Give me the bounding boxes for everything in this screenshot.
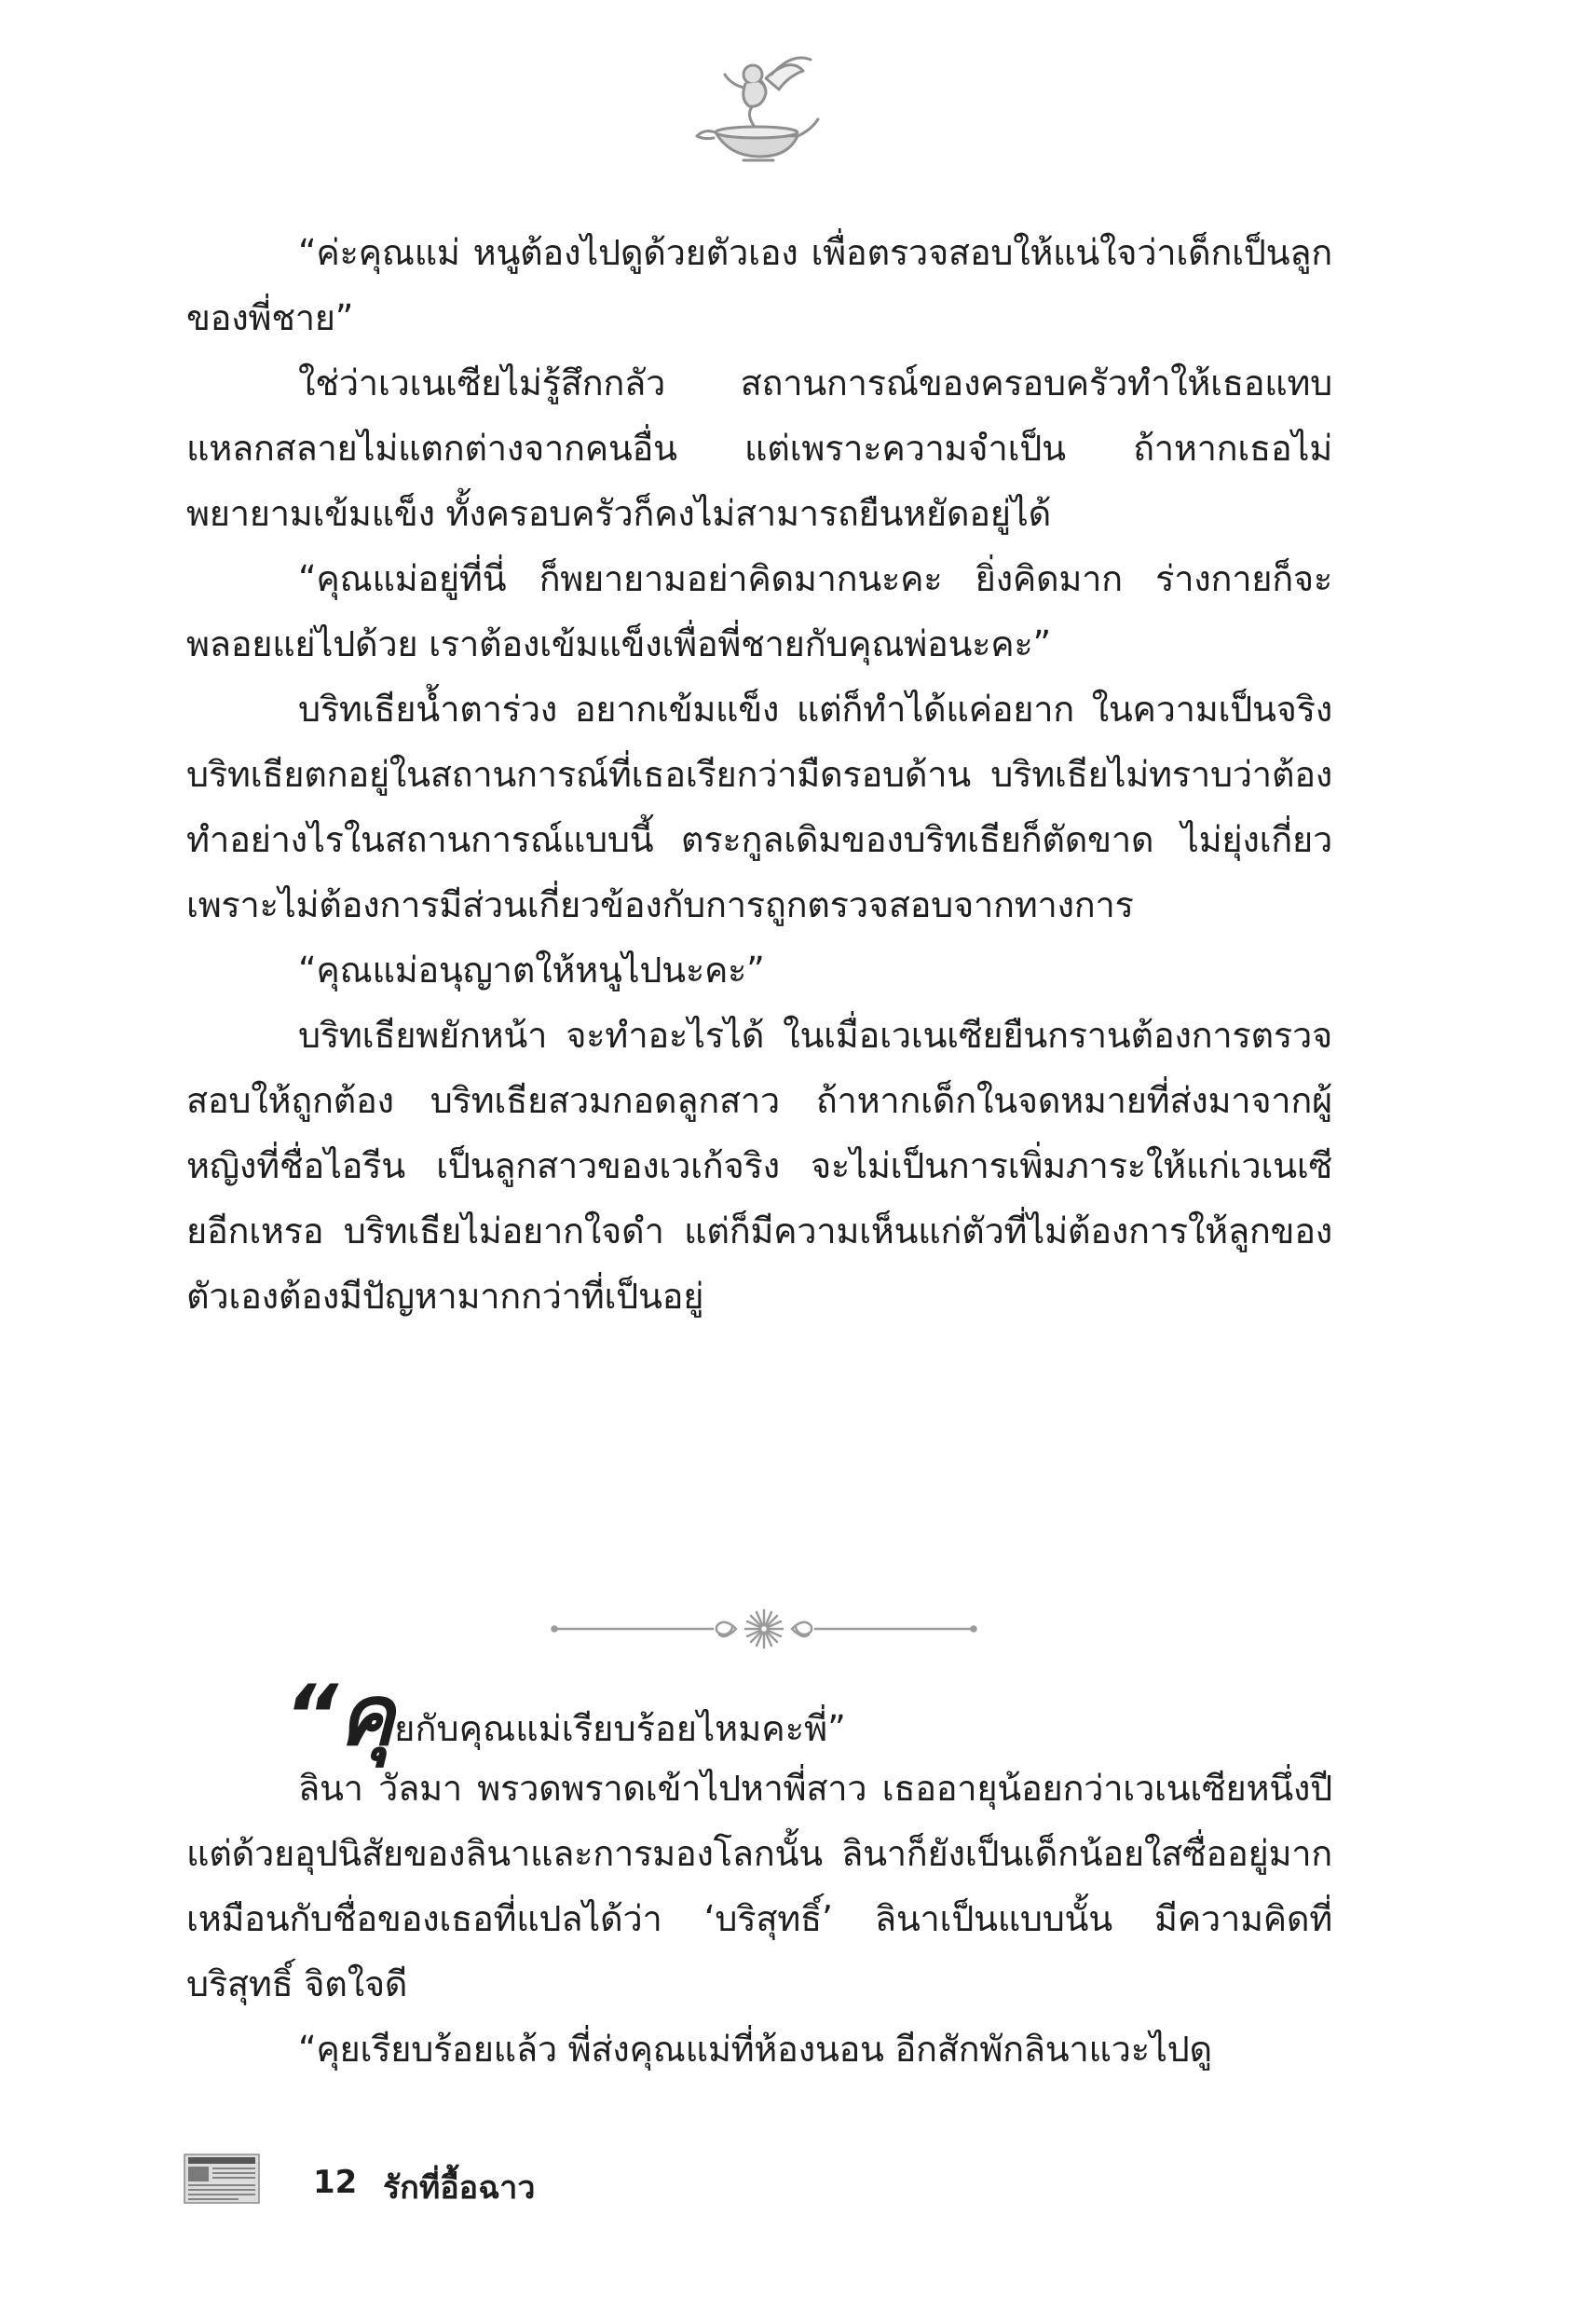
dropcap-rest-text: ยกับคุณแม่เรียบร้อยไหมคะพี่” bbox=[394, 1708, 846, 1749]
page-footer bbox=[183, 2153, 835, 2208]
dropcap-line bbox=[186, 1667, 1332, 1765]
dropcap-letter: “คุ bbox=[284, 1667, 395, 1765]
page-number: 12 bbox=[313, 2164, 358, 2201]
paragraph: บริทเธียน้ำตาร่วง อยากเข้มแข็ง แต่ก็ทำได้แค่อยาก ในความเป็นจริง บริทเธียตกอยู่ในสถานการณ์ที่เธอเรียกว่ามืดรอบด้าน บริทเธียไม่ทราบว่าต้องทำอย่างไรในสถานการณ์แบบนี้ ตระกูลเดิมของบริทเธียก็ตัดขาด ไม่ยุ่งเกี่ยว เพราะไม่ต้องการมีส่วนเกี่ยวข้องกับการถูกตรวจสอบจากทางการ bbox=[186, 689, 1332, 925]
paragraph: “คุณแม่อยู่ที่นี่ ก็พยายามอย่าคิดมากนะคะ ยิ่งคิดมาก ร่างกายก็จะพลอยแย่ไปด้วย เราต้องเข้มแข็งเพื่อพี่ชายกับคุณพ่อนะคะ” bbox=[186, 558, 1332, 664]
book-title: รักที่อื้อฉาว bbox=[383, 2169, 536, 2207]
body-text-section-2 bbox=[186, 1667, 1332, 2082]
paragraph: ใช่ว่าเวเนเซียไม่รู้สึกกลัว สถานการณ์ของครอบครัวทำให้เธอแทบแหลกสลายไม่แตกต่างจากคนอื่น แต่เพราะความจำเป็น ถ้าหากเธอไม่พยายามเข้มแข็ง ทั้งครอบครัวก็คงไม่สามารถยืนหยัดอยู่ได้ bbox=[186, 362, 1332, 534]
flourish-divider-icon bbox=[550, 1601, 978, 1657]
newspaper-icon bbox=[183, 2153, 261, 2205]
paragraph: “ค่ะคุณแม่ หนูต้องไปดูด้วยตัวเอง เพื่อตรวจสอบให้แน่ใจว่าเด็กเป็นลูกของพี่ชาย” bbox=[186, 232, 1332, 338]
paragraph: “คุณแม่อนุญาตให้หนูไปนะคะ” bbox=[298, 950, 765, 991]
paragraph: “คุยเรียบร้อยแล้ว พี่ส่งคุณแม่ที่ห้องนอน อีกสักพักลินาแวะไปดู bbox=[298, 2029, 1212, 2070]
paragraph: ลินา วัลมา พรวดพราดเข้าไปหาพี่สาว เธออายุน้อยกว่าเวเนเซียหนึ่งปี แต่ด้วยอุปนิสัยของลินาและการมองโลกนั้น ลินาก็ยังเป็นเด็กน้อยใสซื่ออยู่มาก เหมือนกับชื่อของเธอที่แปลได้ว่า ‘บริสุทธิ์’ ลินาเป็นแบบนั้น มีความคิดที่บริสุทธิ์ จิตใจดี bbox=[186, 1768, 1332, 2004]
paragraph: บริทเธียพยักหน้า จะทำอะไรได้ ในเมื่อเวเนเซียยืนกรานต้องการตรวจสอบให้ถูกต้อง บริทเธียสวมกอดลูกสาว ถ้าหากเด็กในจดหมายที่ส่งมาจากผู้หญิงที่ชื่อไอรีน เป็นลูกสาวของเวเก้จริง จะไม่เป็นการเพิ่มภาระให้แก่เวเนเซียอีกเหรอ บริทเธียไม่อยากใจดำ แต่ก็มีความเห็นแก่ตัวที่ไม่ต้องการให้ลูกของตัวเองต้องมีปัญหามากกว่าที่เป็นอยู่ bbox=[186, 1015, 1332, 1317]
body-text-section-1 bbox=[186, 220, 1332, 1329]
cupid-lamp-ornament-icon bbox=[688, 47, 827, 168]
